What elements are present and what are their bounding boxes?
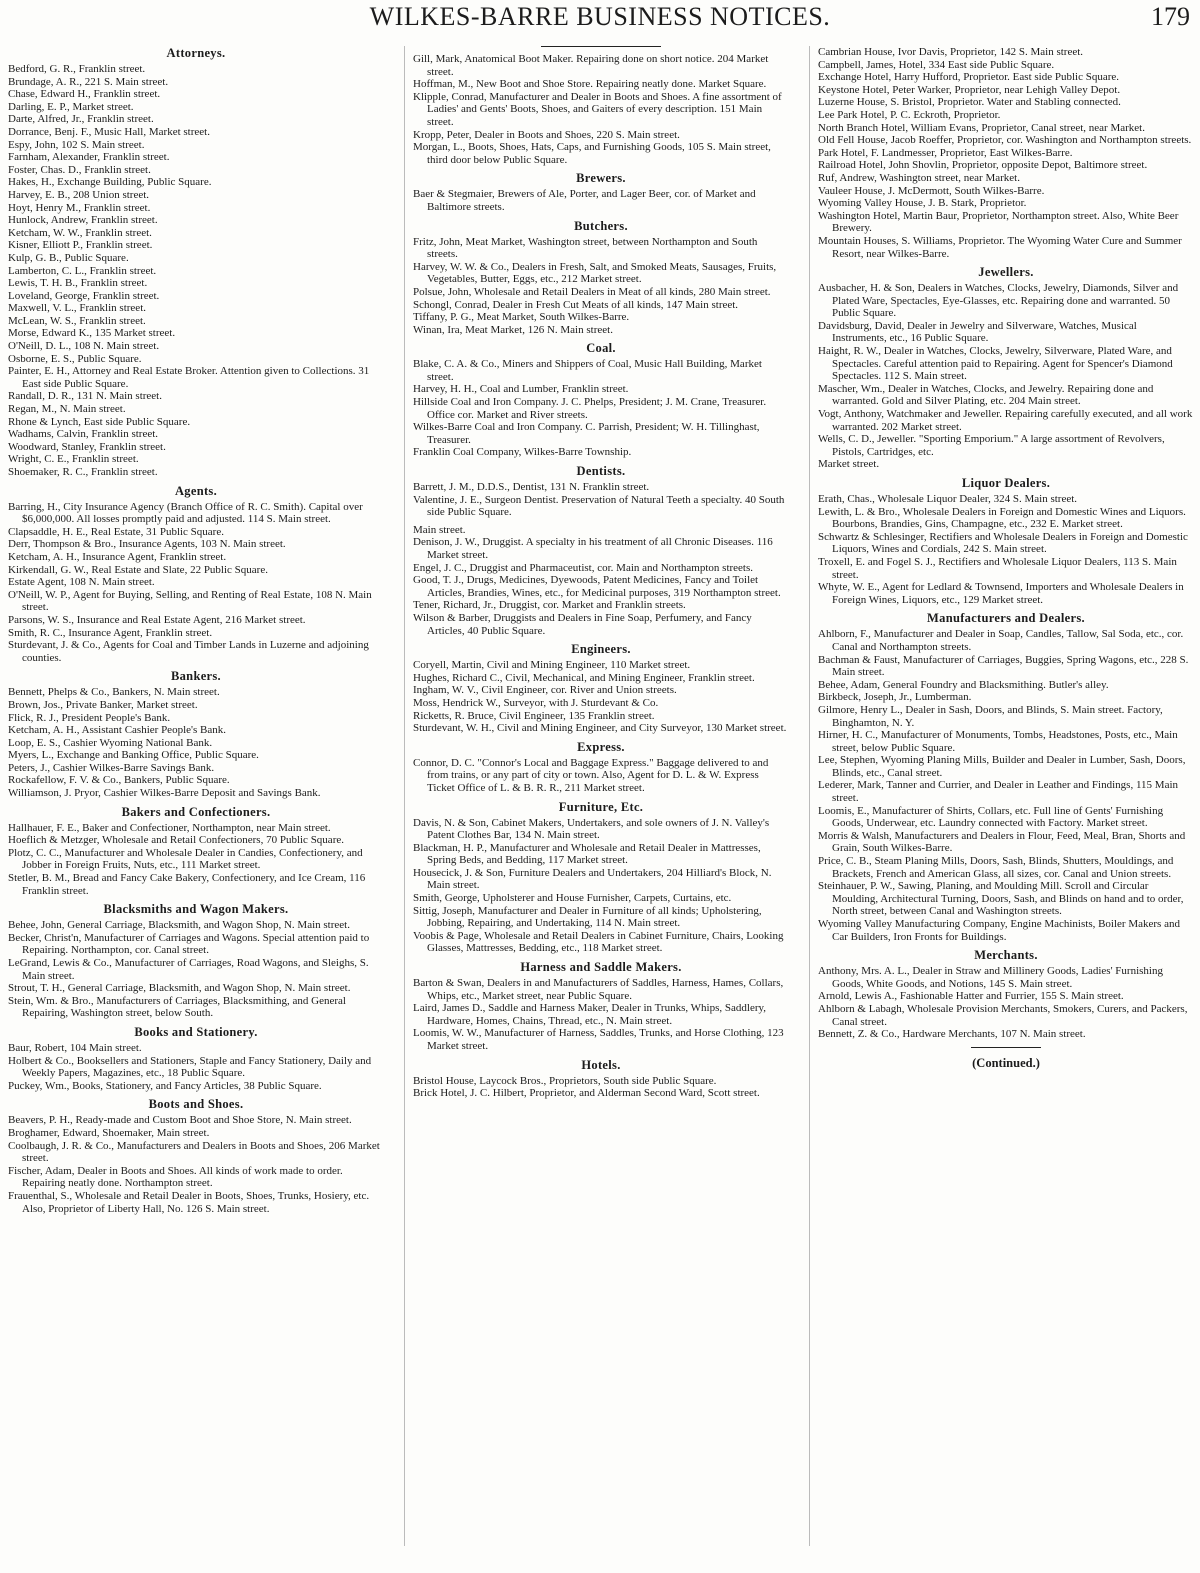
directory-entry: Park Hotel, F. Landmesser, Proprietor, East Wilkes-Barre. — [818, 146, 1073, 159]
directory-entry: Mountain Houses, S. Williams, Proprietor. The Wyoming Water Cure and Summer Resort, near Wilkes-Barre. — [818, 234, 1182, 260]
directory-entry: Hoffman, M., New Boot and Shoe Store. Repairing neatly done. Market Square. — [413, 78, 767, 91]
directory-section — [818, 611, 1194, 943]
directory-entry: Haight, R. W., Dealer in Watches, Clocks, Jewelry, Silverware, Plated Ware, and Spectacles. Careful attention paid to Repairing. Agent for Spencer's Diamond Spectacles. 112 S. Main street. — [818, 345, 1173, 383]
directory-entry: Connor, D. C. "Connor's Local and Baggage Express." Baggage delivered to and from trains, or any part of city or town. Also, Agent for D. L. & W. Express Ticket Office of L. & B. R. R., 211 Market street. — [413, 756, 769, 794]
directory-entry: Puckey, Wm., Books, Stationery, and Fancy Articles, 38 Public Square. — [8, 1079, 322, 1092]
section-heading: Agents. — [174, 483, 218, 498]
section-heading: Merchants. — [974, 948, 1038, 963]
directory-entry: Foster, Chas. D., Franklin street. — [8, 163, 151, 176]
directory-entry: Strout, T. H., General Carriage, Blacksmith, and Wagon Shop, N. Main street. — [8, 982, 351, 995]
directory-entry: Baer & Stegmaier, Brewers of Ale, Porter, and Lager Beer, cor. of Market and Baltimore streets. — [413, 188, 756, 213]
directory-section — [413, 341, 789, 459]
directory-entry: Broghamer, Edward, Shoemaker, Main street. — [8, 1126, 210, 1139]
directory-entry: Beavers, P. H., Ready-made and Custom Boot and Shoe Store, N. Main street. — [8, 1114, 352, 1127]
directory-entry: Morse, Edward K., 135 Market street. — [8, 327, 176, 340]
directory-entry: Main street. — [413, 523, 466, 536]
directory-entry: Tener, Richard, Jr., Druggist, cor. Market and Franklin streets. — [413, 599, 686, 612]
directory-entry: Engel, J. C., Druggist and Pharmaceutist, cor. Main and Northampton streets. — [413, 561, 754, 574]
directory-entry: Smith, George, Upholsterer and House Furnisher, Carpets, Curtains, etc. — [413, 892, 732, 905]
columns — [8, 46, 1194, 1546]
directory-entry: Baur, Robert, 104 Main street. — [8, 1041, 142, 1054]
directory-entry: Kulp, G. B., Public Square. — [8, 251, 129, 264]
directory-entry: Osborne, E. S., Public Square. — [8, 352, 142, 365]
directory-entry: Birkbeck, Joseph, Jr., Lumberman. — [818, 691, 972, 704]
directory-entry: Frauenthal, S., Wholesale and Retail Dealer in Boots, Shoes, Trunks, Hosiery, etc. Also, Proprietor of Liberty Hall, No. 126 S. Main street. — [8, 1189, 370, 1215]
column-right — [809, 46, 1194, 1546]
section-heading: Engineers. — [571, 642, 631, 657]
section-heading: Manufacturers and Dealers. — [927, 611, 1085, 626]
section-heading: Butchers. — [574, 218, 628, 233]
section-heading: Dentists. — [576, 464, 626, 479]
directory-entry: Brundage, A. R., 221 S. Main street. — [8, 75, 169, 88]
running-title: WILKES-BARRE BUSINESS NOTICES. — [369, 2, 831, 31]
directory-entry: Klipple, Conrad, Manufacturer and Dealer in Boots and Shoes. A fine assortment of Ladies' and Gents' Boots, Shoes, and Gaiters of every description. 151 Main street. — [413, 90, 782, 128]
directory-entry: Price, C. B., Steam Planing Mills, Doors, Sash, Blinds, Shutters, Mouldings, and Brackets, French and American Glass, all sizes, cor. Canal and Union streets. — [818, 855, 1174, 880]
directory-entry: Harvey, E. B., 208 Union street. — [8, 188, 150, 201]
directory-entry: Lee, Stephen, Wyoming Planing Mills, Builder and Dealer in Lumber, Sash, Doors, Blinds, etc., Canal street. — [818, 754, 1186, 779]
directory-entry: Behee, John, General Carriage, Blacksmith, and Wagon Shop, N. Main street. — [8, 919, 350, 932]
section-heading: Hotels. — [581, 1057, 621, 1072]
directory-entry: Brick Hotel, J. C. Hilbert, Proprietor, and Alderman Second Ward, Scott street. — [413, 1087, 760, 1100]
directory-entry: Painter, E. H., Attorney and Real Estate Broker. Attention given to Collections. 31 East side Public Square. — [8, 365, 370, 390]
end-rule — [971, 1047, 1041, 1048]
directory-section — [413, 464, 789, 519]
section-heading: Furniture, Etc. — [558, 799, 644, 814]
directory-entry: Stein, Wm. & Bro., Manufacturers of Carriages, Blacksmithing, and General Repairing, Washington street, below South. — [8, 994, 346, 1020]
directory-entry: Plotz, C. C., Manufacturer and Wholesale Dealer in Candies, Confectionery, and Jobber in Foreign Fruits, Nuts, etc., 111 Market street. — [8, 846, 363, 872]
directory-entry: Wadhams, Calvin, Franklin street. — [8, 428, 159, 441]
directory-entry: Coolbaugh, J. R. & Co., Manufacturers and Dealers in Boots and Shoes, 206 Market street. — [8, 1139, 380, 1165]
directory-entry: Ketcham, W. W., Franklin street. — [8, 226, 152, 239]
directory-entry: Brown, Jos., Private Banker, Market street. — [8, 698, 198, 711]
directory-section — [413, 524, 789, 637]
directory-entry: Lee Park Hotel, P. C. Eckroth, Proprietor. — [818, 108, 1001, 121]
directory-entry: Wyoming Valley Manufacturing Company, Engine Machinists, Boiler Makers and Car Builders, Iron Fronts for Buildings. — [818, 918, 1180, 943]
directory-entry: Troxell, E. and Fogel S. J., Rectifiers and Wholesale Liquor Dealers, 113 S. Main street. — [818, 555, 1177, 581]
directory-entry: Bennett, Phelps & Co., Bankers, N. Main street. — [8, 686, 220, 699]
directory-entry: Blake, C. A. & Co., Miners and Shippers of Coal, Music Hall Building, Market street. — [413, 358, 762, 383]
directory-entry: Holbert & Co., Booksellers and Stationers, Staple and Fancy Stationery, Daily and Weekly Papers, Magazines, etc., 18 Public Square. — [8, 1054, 372, 1080]
section-heading: Books and Stationery. — [134, 1024, 258, 1039]
section-heading: Bankers. — [171, 669, 221, 684]
directory-entry: Davis, N. & Son, Cabinet Makers, Undertakers, and sole owners of J. N. Valley's Patent Clothes Bar, 134 N. Main street. — [413, 816, 770, 842]
directory-entry: LeGrand, Lewis & Co., Manufacturer of Carriages, Road Wagons, and Sleighs, S. Main street. — [8, 957, 369, 982]
directory-entry: Davidsburg, David, Dealer in Jewelry and Silverware, Watches, Musical Instruments, etc., 16 Public Square. — [818, 319, 1137, 345]
directory-entry: Smith, R. C., Insurance Agent, Franklin street. — [8, 626, 213, 639]
directory-entry: Gilmore, Henry L., Dealer in Sash, Doors, and Blinds, S. Main street. Factory, Binghamton, N. Y. — [818, 703, 1163, 729]
directory-entry: Behee, Adam, General Foundry and Blacksmithing. Butler's alley. — [818, 678, 1109, 691]
section-heading: Express. — [577, 739, 625, 754]
directory-entry: Polsue, John, Wholesale and Retail Dealers in Meat of all kinds, 280 Main street. — [413, 285, 771, 298]
directory-entry: Harvey, W. W. & Co., Dealers in Fresh, Salt, and Smoked Meats, Sausages, Fruits, Vegetables, Butter, Eggs, etc., 212 Market street. — [413, 260, 777, 286]
directory-entry: Loomis, E., Manufacturer of Shirts, Collars, etc. Full line of Gents' Furnishing Goods, Underwear, etc. Laundry connected with Factory. Market street. — [818, 804, 1164, 830]
directory-entry: Ahlborn & Labagh, Wholesale Provision Merchants, Smokers, Curers, and Packers, Canal street. — [818, 1002, 1188, 1028]
directory-section — [8, 1025, 384, 1092]
directory-entry: Lederer, Mark, Tanner and Currier, and Dealer in Leather and Findings, 115 Main street. — [818, 779, 1179, 805]
directory-entry: Sturdevant, W. H., Civil and Mining Engineer, and City Surveyor, 130 Market street. — [413, 722, 787, 735]
directory-entry: Derr, Thompson & Bro., Insurance Agents, 103 N. Main street. — [8, 538, 286, 551]
directory-section — [8, 484, 384, 665]
directory-entry: Ketcham, A. H., Insurance Agent, Franklin street. — [8, 550, 227, 563]
column-middle — [404, 46, 789, 1546]
directory-entry: Cambrian House, Ivor Davis, Proprietor, 142 S. Main street. — [818, 46, 1084, 58]
directory-entry: Old Fell House, Jacob Roeffer, Proprietor, cor. Washington and Northampton streets. — [818, 134, 1192, 147]
directory-entry: Exchange Hotel, Harry Hufford, Proprietor. East side Public Square. — [818, 71, 1120, 84]
directory-entry: Wyoming Valley House, J. B. Stark, Proprietor. — [818, 197, 1027, 210]
directory-entry: Campbell, James, Hotel, 334 East side Public Square. — [818, 58, 1055, 71]
directory-section — [8, 902, 384, 1020]
directory-section — [413, 1058, 789, 1100]
directory-entry: Franklin Coal Company, Wilkes-Barre Township. — [413, 446, 632, 459]
directory-entry: Good, T. J., Drugs, Medicines, Dyewoods, Patent Medicines, Fancy and Toilet Articles, Brandies, Wines, etc., for Medicinal purposes, 319 Northampton street. — [413, 574, 781, 599]
directory-entry: Schwartz & Schlesinger, Rectifiers and Wholesale Dealers in Foreign and Domestic Liquors, Wines and Cordials, 242 S. Main street. — [818, 530, 1188, 556]
directory-entry: Wilson & Barber, Druggists and Dealers in Fine Soap, Perfumery, and Fancy Articles, 40 Public Square. — [413, 611, 752, 637]
section-heading: Liquor Dealers. — [961, 476, 1051, 490]
directory-entry: Moss, Hendrick W., Surveyor, with J. Sturdevant & Co. — [413, 696, 659, 709]
directory-entry: Morgan, L., Boots, Shoes, Hats, Caps, and Furnishing Goods, 105 S. Main street, third door below Public Square. — [413, 141, 771, 166]
directory-entry: Tiffany, P. G., Meat Market, South Wilkes-Barre. — [413, 311, 630, 324]
directory-entry: Stetler, B. M., Bread and Fancy Cake Bakery, Confectionery, and Ice Cream, 116 Franklin street. — [8, 872, 366, 897]
directory-entry: Gill, Mark, Anatomical Boot Maker. Repairing done on short notice. 204 Market street. — [413, 53, 769, 78]
directory-entry: Hoyt, Henry M., Franklin street. — [8, 201, 151, 214]
directory-entry: Regan, M., N. Main street. — [8, 403, 126, 416]
directory-entry: Hallhauer, F. E., Baker and Confectioner, Northampton, near Main street. — [8, 821, 331, 834]
directory-entry: Estate Agent, 108 N. Main street. — [8, 576, 155, 589]
directory-entry: Bristol House, Laycock Bros., Proprietors, South side Public Square. — [413, 1074, 717, 1087]
directory-entry: Flick, R. J., President People's Bank. — [8, 711, 171, 724]
column-rule — [541, 46, 661, 47]
directory-entry: Sittig, Joseph, Manufacturer and Dealer in Furniture of all kinds; Upholstering, Jobbing, Repairing, and Undertaking, 114 N. Main street. — [413, 904, 762, 930]
directory-entry: Kropp, Peter, Dealer in Boots and Shoes, 220 S. Main street. — [413, 128, 680, 141]
page-number: 179 — [1151, 2, 1190, 31]
directory-entry: Mascher, Wm., Dealer in Watches, Clocks, and Jewelry. Repairing done and warranted. Gold and Silver Plating, etc. 204 Main street. — [818, 382, 1154, 408]
section-heading: Attorneys. — [166, 46, 226, 60]
directory-section — [8, 1097, 384, 1215]
directory-entry: Ingham, W. V., Civil Engineer, cor. River and Union streets. — [413, 684, 677, 697]
directory-section — [818, 265, 1194, 471]
directory-entry: Vauleer House, J. McDermott, South Wilkes-Barre. — [818, 184, 1045, 197]
page-header — [0, 0, 1200, 44]
directory-entry: Myers, L., Exchange and Banking Office, Public Square. — [8, 749, 259, 762]
directory-entry: Bennett, Z. & Co., Hardware Merchants, 107 N. Main street. — [818, 1028, 1086, 1041]
directory-entry: Lamberton, C. L., Franklin street. — [8, 264, 157, 277]
directory-entry: Luzerne House, S. Bristol, Proprietor. Water and Stabling connected. — [818, 96, 1121, 109]
directory-entry: Ahlborn, F., Manufacturer and Dealer in Soap, Candles, Tallow, Sal Soda, etc., cor. Canal and Northampton streets. — [818, 628, 1184, 653]
directory-section — [413, 800, 789, 956]
directory-entry: Hoeflich & Metzger, Wholesale and Retail Confectioners, 70 Public Square. — [8, 834, 344, 847]
directory-section — [818, 948, 1194, 1041]
directory-entry: Chase, Edward H., Franklin street. — [8, 88, 161, 101]
directory-entry: Blackman, H. P., Manufacturer and Wholesale and Retail Dealer in Mattresses, Spring Beds, and Bedding, 117 Market street. — [413, 841, 761, 867]
directory-entry: Barring, H., City Insurance Agency (Branch Office of R. C. Smith). Capital over $6,000,000. All losses promptly paid and adjusted. 114 S. Main street. — [8, 500, 363, 526]
directory-entry: Barrett, J. M., D.D.S., Dentist, 131 N. Franklin street. — [413, 481, 650, 494]
directory-entry: Keystone Hotel, Peter Warker, Proprietor, near Lehigh Valley Depot. — [818, 83, 1121, 96]
directory-entry: North Branch Hotel, William Evans, Proprietor, Canal street, near Market. — [818, 121, 1145, 134]
directory-entry: Darling, E. P., Market street. — [8, 100, 134, 113]
directory-entry: Morris & Walsh, Manufacturers and Dealers in Flour, Feed, Meal, Bran, Shorts and Grain, South Wilkes-Barre. — [818, 829, 1186, 855]
directory-entry: Woodward, Stanley, Franklin street. — [8, 440, 166, 453]
directory-entry: Arnold, Lewis A., Fashionable Hatter and Furrier, 155 S. Main street. — [818, 990, 1124, 1003]
section-heading: Coal. — [586, 341, 616, 356]
directory-entry: Hirner, H. C., Manufacturer of Monuments, Tombs, Headstones, Posts, etc., Main street, below Public Square. — [818, 729, 1178, 754]
directory-entry: Harvey, H. H., Coal and Lumber, Franklin street. — [413, 383, 629, 396]
directory-entry: Lewis, T. H. B., Franklin street. — [8, 277, 148, 290]
directory-entry: Sturdevant, J. & Co., Agents for Coal and Timber Lands in Luzerne and adjoining counties. — [8, 639, 369, 664]
directory-entry: Hillside Coal and Iron Company. J. C. Phelps, President; J. M. Crane, Treasurer. Office cor. Market and River streets. — [413, 396, 767, 421]
directory-section — [413, 960, 789, 1053]
directory-entry: Wells, C. D., Jeweller. "Sporting Emporium." A large assortment of Revolvers, Pistols, Cartridges, etc. — [818, 433, 1165, 458]
section-heading: Brewers. — [576, 171, 626, 186]
directory-entry: Washington Hotel, Martin Baur, Proprietor, Northampton street. Also, White Beer Brewery. — [818, 209, 1179, 235]
directory-entry: O'Neill, D. L., 108 N. Main street. — [8, 340, 160, 353]
directory-entry: Bachman & Faust, Manufacturer of Carriages, Buggies, Spring Wagons, etc., 228 S. Main street. — [818, 653, 1189, 679]
directory-entry: Anthony, Mrs. A. L., Dealer in Straw and Millinery Goods, Ladies' Furnishing Goods, White Goods, and Notions, 145 S. Main street. — [818, 965, 1163, 990]
directory-entry: Rockafellow, F. V. & Co., Bankers, Public Square. — [8, 774, 230, 787]
directory-entry: Darte, Alfred, Jr., Franklin street. — [8, 113, 154, 126]
directory-entry: Dorrance, Benj. F., Music Hall, Market street. — [8, 125, 210, 138]
directory-entry: Hakes, H., Exchange Building, Public Square. — [8, 176, 212, 189]
directory-entry: Wright, C. E., Franklin street. — [8, 453, 139, 466]
directory-entry: O'Neill, W. P., Agent for Buying, Selling, and Renting of Real Estate, 108 N. Main street. — [8, 588, 372, 614]
directory-entry: Loveland, George, Franklin street. — [8, 289, 160, 302]
directory-entry: Housecick, J. & Son, Furniture Dealers and Undertakers, 204 Hilliard's Block, N. Main street. — [413, 866, 772, 892]
directory-section — [8, 669, 384, 799]
directory-entry: Randall, D. R., 131 N. Main street. — [8, 390, 162, 403]
directory-entry: Vogt, Anthony, Watchmaker and Jeweller. Repairing carefully executed, and all work warranted. 202 Market street. — [818, 408, 1193, 433]
directory-entry: Barton & Swan, Dealers in and Manufacturers of Saddles, Harness, Hames, Collars, Whips, etc., Market street, near Public Square. — [413, 977, 784, 1002]
directory-entry: Market street. — [818, 458, 880, 471]
directory-entry: Becker, Christ'n, Manufacturer of Carriages and Wagons. Special attention paid to Repairing. Northampton, cor. Canal street. — [8, 931, 370, 957]
directory-entry: Railroad Hotel, John Shovlin, Proprietor, opposite Depot, Baltimore street. — [818, 159, 1148, 172]
section-heading: Jewellers. — [978, 265, 1034, 280]
section-heading: Boots and Shoes. — [148, 1097, 244, 1112]
directory-section — [818, 476, 1194, 606]
directory-entry: Espy, John, 102 S. Main street. — [8, 138, 145, 151]
directory-entry: Steinhauer, P. W., Sawing, Planing, and Moulding Mill. Scroll and Circular Moulding, Architectural Turning, Doors, Sash, and Blinds on hand and to order, North street, between Canal and Washington streets. — [818, 880, 1184, 918]
directory-entry: Williamson, J. Pryor, Cashier Wilkes-Barre Deposit and Savings Bank. — [8, 787, 321, 800]
directory-entry: Bedford, G. R., Franklin street. — [8, 63, 146, 75]
directory-section — [8, 805, 384, 898]
directory-entry: Hunlock, Andrew, Franklin street. — [8, 214, 158, 227]
directory-entry: Voobis & Page, Wholesale and Retail Dealers in Cabinet Furniture, Chairs, Looking Glasses, Mattresses, Bedding, etc., 118 Market street. — [413, 929, 784, 955]
directory-entry: Ausbacher, H. & Son, Dealers in Watches, Clocks, Jewelry, Diamonds, Silver and Plated Ware, Spectacles, Eye-Glasses, etc. Repairing done and warranted. 50 Public Square. — [818, 282, 1179, 320]
directory-entry: Peters, J., Cashier Wilkes-Barre Savings Bank. — [8, 761, 215, 774]
directory-entry: Coryell, Martin, Civil and Mining Engineer, 110 Market street. — [413, 659, 691, 672]
directory-entry: Wilkes-Barre Coal and Iron Company. C. Parrish, President; W. H. Tillinghast, Treasurer. — [413, 421, 760, 446]
directory-section — [413, 642, 789, 735]
column-left — [8, 46, 384, 1546]
directory-entry: Ricketts, R. Bruce, Civil Engineer, 135 Franklin street. — [413, 709, 655, 722]
section-heading: Blacksmiths and Wagon Makers. — [103, 902, 289, 917]
directory-entry: Winan, Ira, Meat Market, 126 N. Main street. — [413, 323, 613, 336]
directory-entry: Laird, James D., Saddle and Harness Maker, Dealer in Trunks, Whips, Saddlery, Hardware, Homes, Chains, Thread, etc., N. Main street. — [413, 1002, 767, 1027]
section-heading: Bakers and Confectioners. — [121, 804, 271, 819]
directory-entry: Rhone & Lynch, East side Public Square. — [8, 415, 191, 428]
directory-entry: Kirkendall, G. W., Real Estate and Slate, 22 Public Square. — [8, 563, 268, 576]
directory-section — [413, 740, 789, 795]
directory-entry: McLean, W. S., Franklin street. — [8, 314, 146, 327]
directory-entry: Denison, J. W., Druggist. A specialty in his treatment of all Chronic Diseases. 116 Market street. — [413, 536, 773, 561]
directory-section — [413, 53, 789, 166]
section-heading: Harness and Saddle Makers. — [520, 960, 682, 975]
directory-entry: Parsons, W. S., Insurance and Real Estate Agent, 216 Market street. — [8, 613, 306, 626]
directory-entry: Whyte, W. E., Agent for Ledlard & Townsend, Importers and Wholesale Dealers in Foreign Wines, Liquors, etc., 129 Market street. — [818, 581, 1184, 606]
directory-entry: Clapsaddle, H. E., Real Estate, 31 Public Square. — [8, 525, 224, 538]
directory-entry: Fritz, John, Meat Market, Washington street, between Northampton and South streets. — [413, 235, 758, 261]
directory-entry: Kisner, Elliott P., Franklin street. — [8, 239, 153, 252]
directory-entry: Erath, Chas., Wholesale Liquor Dealer, 324 S. Main street. — [818, 493, 1078, 505]
directory-entry: Shoemaker, R. C., Franklin street. — [8, 466, 158, 478]
directory-entry: Fischer, Adam, Dealer in Boots and Shoes. All kinds of work made to order. Repairing neatly done. Northampton street. — [8, 1164, 343, 1190]
directory-entry: Loomis, W. W., Manufacturer of Harness, Saddles, Trunks, and Horse Clothing, 123 Market street. — [413, 1027, 784, 1052]
directory-section — [413, 171, 789, 213]
continued-note: (Continued.) — [972, 1055, 1040, 1070]
directory-entry: Farnham, Alexander, Franklin street. — [8, 151, 170, 164]
directory-entry: Valentine, J. E., Surgeon Dentist. Preservation of Natural Teeth a specialty. 40 South side Public Square. — [413, 493, 785, 519]
directory-entry: Maxwell, V. L., Franklin street. — [8, 302, 146, 315]
directory-entry: Lewith, L. & Bro., Wholesale Dealers in Foreign and Domestic Wines and Liquors. Bourbons, Brandies, Gins, Champagne, etc., 232 E. Market street. — [818, 505, 1186, 531]
directory-section — [413, 219, 789, 337]
directory-section — [818, 46, 1194, 260]
directory-entry: Hughes, Richard C., Civil, Mechanical, and Mining Engineer, Franklin street. — [413, 671, 755, 684]
directory-entry: Loop, E. S., Cashier Wyoming National Bank. — [8, 736, 213, 749]
directory-section — [8, 46, 384, 479]
directory-entry: Ketcham, A. H., Assistant Cashier People's Bank. — [8, 724, 226, 737]
directory-entry: Ruf, Andrew, Washington street, near Market. — [818, 171, 1020, 184]
directory-entry: Schongl, Conrad, Dealer in Fresh Cut Meats of all kinds, 147 Main street. — [413, 298, 739, 311]
